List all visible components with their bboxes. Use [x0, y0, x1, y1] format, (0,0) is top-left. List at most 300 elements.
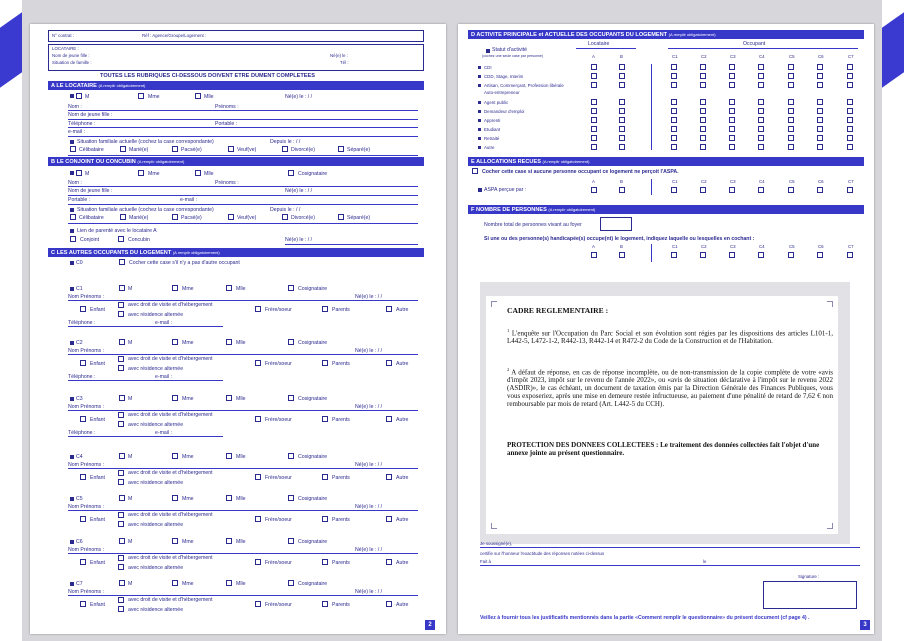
activity-label: CDD, Stage, Interim — [484, 74, 524, 79]
checkbox-activity[interactable] — [671, 144, 677, 150]
bullet-icon — [70, 94, 74, 98]
checkbox-m[interactable] — [119, 339, 125, 345]
underline — [68, 595, 418, 596]
checkbox-activity[interactable] — [729, 135, 735, 141]
checkbox-activity[interactable] — [817, 108, 823, 114]
checkbox-droit-visite[interactable] — [118, 512, 124, 518]
left-page-edge — [0, 0, 22, 641]
section-d-note: (A remplir obligatoirement) — [668, 32, 716, 37]
checkbox-m[interactable] — [119, 285, 125, 291]
checkbox-activity[interactable] — [591, 99, 597, 105]
title-mlle: Mlle — [236, 286, 246, 292]
checkbox-frere-soeur[interactable] — [255, 306, 261, 312]
checkbox-cosignataire[interactable] — [288, 453, 294, 459]
checkbox-mme[interactable] — [172, 538, 178, 544]
title-m: M — [128, 539, 133, 545]
checkbox-enfant[interactable] — [80, 416, 86, 422]
underline — [68, 410, 418, 411]
checkbox-activity[interactable] — [591, 135, 597, 141]
droit-visite-label: avec droit de visite et d'hébergement — [128, 512, 213, 518]
section-e-header — [468, 157, 864, 166]
checkbox-autre[interactable] — [386, 416, 392, 422]
checkbox-aspa[interactable] — [700, 187, 706, 193]
checkbox-activity[interactable] — [817, 135, 823, 141]
checkbox-status[interactable] — [172, 214, 178, 220]
checkbox-conjoint[interactable] — [70, 236, 76, 242]
checkbox-aspa[interactable] — [817, 187, 823, 193]
checkbox-activity[interactable] — [671, 73, 677, 79]
checkbox-droit-visite[interactable] — [118, 555, 124, 561]
parents-label: Parents — [332, 602, 350, 608]
checkbox-activity[interactable] — [788, 73, 794, 79]
checkbox-mme[interactable] — [172, 339, 178, 345]
checkbox-m[interactable] — [119, 580, 125, 586]
occupant-code: C5 — [76, 496, 83, 502]
section-d-header — [468, 30, 864, 39]
telephone: Téléphone : — [68, 374, 96, 380]
checkbox-activity[interactable] — [700, 73, 706, 79]
checkbox-droit-visite[interactable] — [118, 470, 124, 476]
checkbox-activity[interactable] — [729, 73, 735, 79]
checkbox-mlle[interactable] — [226, 395, 232, 401]
checkbox-cosignataire[interactable] — [288, 285, 294, 291]
checkbox-activity[interactable] — [619, 117, 625, 123]
column-header: C4 — [759, 54, 765, 59]
checkbox-autre[interactable] — [386, 601, 392, 607]
column-header: C5 — [789, 179, 795, 184]
checkbox-mlle[interactable] — [226, 285, 232, 291]
bullet-icon — [478, 137, 481, 140]
checkbox-droit-visite[interactable] — [118, 302, 124, 308]
checkbox-handicap[interactable] — [619, 252, 625, 258]
checkbox-aspa[interactable] — [758, 187, 764, 193]
checkbox-activity[interactable] — [729, 108, 735, 114]
checkbox-activity[interactable] — [788, 117, 794, 123]
checkbox-activity[interactable] — [758, 144, 764, 150]
email: e-mail : — [155, 320, 173, 326]
checkbox-activity[interactable] — [847, 108, 853, 114]
birth-date: Né(e) le : / / — [355, 589, 383, 595]
checkbox-enfant[interactable] — [80, 601, 86, 607]
checkbox-frere-soeur[interactable] — [255, 601, 261, 607]
column-header: C5 — [789, 244, 795, 249]
checkbox-residence-alternee[interactable] — [118, 311, 124, 317]
checkbox-aspa[interactable] — [671, 187, 677, 193]
frere-label: Frère/soeur — [265, 361, 292, 367]
checkbox-mme[interactable] — [138, 93, 144, 99]
checkbox-residence-alternee[interactable] — [118, 521, 124, 527]
contract-box — [48, 30, 424, 42]
checkbox-no-aspa[interactable] — [472, 168, 478, 174]
autre-label: Autre — [396, 517, 409, 523]
title-mme: Mme — [182, 454, 194, 460]
status-label: Pacsé(e) — [181, 147, 202, 153]
parents-label: Parents — [332, 475, 350, 481]
checkbox-c0[interactable] — [119, 259, 125, 265]
checkbox-mme[interactable] — [172, 580, 178, 586]
checkbox-activity[interactable] — [729, 82, 735, 88]
bullet-icon — [70, 208, 74, 212]
frere-label: Frère/soeur — [265, 602, 292, 608]
checkbox-activity[interactable] — [671, 135, 677, 141]
checkbox-activity[interactable] — [847, 82, 853, 88]
checkbox-mlle[interactable] — [226, 339, 232, 345]
checkbox-cosignataire[interactable] — [288, 339, 294, 345]
page-number: 2 — [425, 620, 435, 630]
birth-date: Né(e) le : / / — [355, 462, 383, 468]
bullet-icon — [478, 101, 481, 104]
checkbox-activity[interactable] — [700, 99, 706, 105]
checkbox-activity[interactable] — [758, 126, 764, 132]
checkbox-m[interactable] — [119, 495, 125, 501]
checkbox-aspa[interactable] — [619, 187, 625, 193]
checkbox-enfant[interactable] — [80, 559, 86, 565]
activity-label: Auto-entrepreneur — [484, 90, 520, 95]
page-3 — [458, 24, 874, 634]
column-header: A — [592, 54, 595, 59]
checkbox-activity[interactable] — [758, 135, 764, 141]
title-mlle: Mlle — [236, 396, 246, 402]
checkbox-status[interactable] — [70, 214, 76, 220]
checkbox-activity[interactable] — [788, 144, 794, 150]
checkbox-activity[interactable] — [788, 82, 794, 88]
checkbox-autre[interactable] — [386, 559, 392, 565]
column-header: A — [592, 244, 595, 249]
checkbox-status[interactable] — [70, 146, 76, 152]
locataire-box — [48, 44, 424, 71]
checkbox-activity[interactable] — [758, 82, 764, 88]
signature-box[interactable] — [763, 581, 857, 609]
checkbox-activity[interactable] — [758, 64, 764, 70]
bullet-icon — [478, 128, 481, 131]
checkbox-mme[interactable] — [172, 395, 178, 401]
checkbox-activity[interactable] — [700, 64, 706, 70]
title-m: M — [128, 396, 133, 402]
checkbox-parents[interactable] — [322, 601, 328, 607]
checkbox-residence-alternee[interactable] — [118, 606, 124, 612]
checkbox-activity[interactable] — [847, 144, 853, 150]
checkbox-activity[interactable] — [700, 82, 706, 88]
bullet-icon — [70, 540, 74, 544]
checkbox-concubin[interactable] — [118, 236, 124, 242]
checkbox-enfant[interactable] — [80, 360, 86, 366]
checkbox-activity[interactable] — [758, 99, 764, 105]
occupant-code: C4 — [76, 454, 83, 460]
residence-alt-label: avec résidence alternée — [128, 480, 184, 486]
column-header: C3 — [730, 244, 736, 249]
checkbox-residence-alternee[interactable] — [118, 479, 124, 485]
checkbox-activity[interactable] — [591, 82, 597, 88]
checkbox-activity[interactable] — [847, 126, 853, 132]
checkbox-handicap[interactable] — [729, 252, 735, 258]
b-portable: Portable : — [68, 197, 91, 203]
checkbox-activity[interactable] — [729, 64, 735, 70]
checkbox-parents[interactable] — [322, 306, 328, 312]
status-label: Divorcé(e) — [291, 147, 315, 153]
column-header: C2 — [701, 54, 707, 59]
checkbox-mme[interactable] — [138, 170, 144, 176]
checkbox-activity[interactable] — [847, 73, 853, 79]
checkbox-activity[interactable] — [700, 144, 706, 150]
checkbox-activity[interactable] — [591, 108, 597, 114]
checkbox-activity[interactable] — [817, 126, 823, 132]
cosignataire-label: Cosignataire — [298, 396, 328, 402]
checkbox-activity[interactable] — [619, 64, 625, 70]
checkbox-frere-soeur[interactable] — [255, 516, 261, 522]
checkbox-handicap[interactable] — [817, 252, 823, 258]
checkbox-m[interactable] — [119, 453, 125, 459]
checkbox-activity[interactable] — [847, 135, 853, 141]
checkbox-status[interactable] — [282, 146, 288, 152]
checkbox-residence-alternee[interactable] — [118, 421, 124, 427]
checkbox-activity[interactable] — [817, 82, 823, 88]
checkbox-activity[interactable] — [619, 82, 625, 88]
checkbox-autre[interactable] — [386, 360, 392, 366]
checkbox-activity[interactable] — [729, 126, 735, 132]
checkbox-autre[interactable] — [386, 306, 392, 312]
checkbox-activity[interactable] — [700, 126, 706, 132]
column-header: B — [620, 54, 623, 59]
occupant-code: C1 — [76, 286, 83, 292]
bullet-icon — [70, 341, 74, 345]
checkbox-parents[interactable] — [322, 474, 328, 480]
checkbox-frere-soeur[interactable] — [255, 559, 261, 565]
checkbox-cosignataire[interactable] — [288, 170, 294, 176]
checkbox-droit-visite[interactable] — [118, 356, 124, 362]
checkbox-activity[interactable] — [788, 108, 794, 114]
a-telephone: Téléphone : — [68, 121, 96, 127]
column-header: C2 — [701, 244, 707, 249]
b-birth: Né(e) le : / / — [285, 188, 313, 194]
title-m: M — [85, 94, 90, 100]
checkbox-cosignataire[interactable] — [288, 395, 294, 401]
checkbox-activity[interactable] — [619, 108, 625, 114]
checkbox-enfant[interactable] — [80, 474, 86, 480]
residence-alt-label: avec résidence alternée — [128, 422, 184, 428]
checkbox-mme[interactable] — [172, 285, 178, 291]
checkbox-activity[interactable] — [619, 135, 625, 141]
autre-label: Autre — [396, 602, 409, 608]
checkbox-cosignataire[interactable] — [288, 580, 294, 586]
checkbox-activity[interactable] — [591, 126, 597, 132]
residence-alt-label: avec résidence alternée — [128, 312, 184, 318]
checkbox-activity[interactable] — [817, 64, 823, 70]
checkbox-handicap[interactable] — [758, 252, 764, 258]
checkbox-mme[interactable] — [172, 495, 178, 501]
checkbox-activity[interactable] — [847, 99, 853, 105]
checkbox-activity[interactable] — [671, 117, 677, 123]
checkbox-activity[interactable] — [619, 73, 625, 79]
checkbox-activity[interactable] — [788, 64, 794, 70]
section-d-title: D ACTIVITE PRINCIPALE et ACTUELLE DES OCCUPANTS DU LOGEMENT — [471, 32, 668, 38]
column-header: C7 — [848, 54, 854, 59]
checkbox-activity[interactable] — [671, 64, 677, 70]
section-c-title: C LES AUTRES OCCUPANTS DU LOGEMENT — [51, 250, 172, 256]
checkbox-status[interactable] — [338, 146, 344, 152]
right-page-edge — [882, 0, 904, 641]
checkbox-activity[interactable] — [817, 99, 823, 105]
checkbox-mme[interactable] — [172, 453, 178, 459]
checkbox-handicap[interactable] — [847, 252, 853, 258]
checkbox-activity[interactable] — [729, 99, 735, 105]
checkbox-handicap[interactable] — [671, 252, 677, 258]
parents-label: Parents — [332, 361, 350, 367]
checkbox-activity[interactable] — [847, 117, 853, 123]
locataire-line-3: Situation de famille : — [52, 60, 92, 65]
title-mlle: Mlle — [236, 454, 246, 460]
droit-visite-label: avec droit de visite et d'hébergement — [128, 356, 213, 362]
bullet-icon — [478, 146, 481, 149]
checkbox-activity[interactable] — [758, 117, 764, 123]
checkbox-mlle[interactable] — [226, 538, 232, 544]
signature-label: Signature : — [798, 574, 820, 579]
title-m: M — [85, 171, 90, 177]
checkbox-activity[interactable] — [817, 144, 823, 150]
checkbox-frere-soeur[interactable] — [255, 416, 261, 422]
checkbox-parents[interactable] — [322, 559, 328, 565]
b-birth-2: Né(e) le : / / — [285, 237, 313, 243]
checkbox-cosignataire[interactable] — [288, 538, 294, 544]
checkbox-status[interactable] — [228, 214, 234, 220]
checkbox-handicap[interactable] — [591, 252, 597, 258]
bullet-icon — [478, 75, 481, 78]
checkbox-activity[interactable] — [700, 117, 706, 123]
checkbox-residence-alternee[interactable] — [118, 365, 124, 371]
checkbox-activity[interactable] — [758, 73, 764, 79]
checkbox-mlle[interactable] — [226, 453, 232, 459]
enfant-label: Enfant — [90, 602, 105, 608]
checkbox-enfant[interactable] — [80, 306, 86, 312]
checkbox-frere-soeur[interactable] — [255, 474, 261, 480]
activity-label: Etudiant — [484, 127, 501, 132]
checkbox-activity[interactable] — [788, 135, 794, 141]
occupant-code: C6 — [76, 539, 83, 545]
column-header: C7 — [848, 179, 854, 184]
checkbox-mlle[interactable] — [226, 580, 232, 586]
checkbox-activity[interactable] — [729, 117, 735, 123]
checkbox-activity[interactable] — [758, 108, 764, 114]
section-b-title: B LE CONJOINT OU CONCUBIN — [51, 159, 136, 165]
checkbox-activity[interactable] — [671, 99, 677, 105]
cosignataire-label: Cosignataire — [298, 496, 328, 502]
residence-alt-label: avec résidence alternée — [128, 607, 184, 613]
bullet-icon — [478, 188, 482, 192]
checkbox-cosignataire[interactable] — [288, 495, 294, 501]
status-label: Veuf(ve) — [237, 215, 257, 221]
checkbox-activity[interactable] — [619, 126, 625, 132]
checkbox-activity[interactable] — [619, 99, 625, 105]
checkbox-activity[interactable] — [671, 126, 677, 132]
checkbox-activity[interactable] — [847, 64, 853, 70]
underline — [68, 326, 223, 327]
checkbox-parents[interactable] — [322, 360, 328, 366]
email: e-mail : — [155, 430, 173, 436]
checkbox-handicap[interactable] — [788, 252, 794, 258]
b-email: e-mail : — [180, 197, 198, 203]
checkbox-m[interactable] — [76, 170, 82, 176]
title-mme: Mme — [182, 581, 194, 587]
checkbox-activity[interactable] — [788, 99, 794, 105]
a-nom-jeune: Nom de jeune fille : — [68, 112, 113, 118]
column-header: C6 — [818, 54, 824, 59]
checkbox-status[interactable] — [172, 146, 178, 152]
checkbox-autre[interactable] — [386, 474, 392, 480]
checkbox-autre[interactable] — [386, 516, 392, 522]
checkbox-m[interactable] — [119, 395, 125, 401]
checkbox-activity[interactable] — [591, 144, 597, 150]
checkbox-mlle[interactable] — [195, 170, 201, 176]
column-header: C2 — [701, 179, 707, 184]
title-m: M — [128, 454, 133, 460]
status-label: Pacsé(e) — [181, 215, 202, 221]
checkbox-status[interactable] — [228, 146, 234, 152]
checkbox-activity[interactable] — [591, 64, 597, 70]
je-soussigne: Je soussigné(e), — [480, 541, 513, 546]
checkbox-activity[interactable] — [700, 135, 706, 141]
activity-label: Demandeur d'emploi — [484, 109, 525, 114]
checkbox-handicap[interactable] — [700, 252, 706, 258]
droit-visite-label: avec droit de visite et d'hébergement — [128, 302, 213, 308]
checkbox-activity[interactable] — [817, 117, 823, 123]
checkbox-activity[interactable] — [671, 108, 677, 114]
column-header: C6 — [818, 179, 824, 184]
checkbox-activity[interactable] — [671, 82, 677, 88]
cosignataire-label: Cosignataire — [298, 581, 328, 587]
checkbox-mlle[interactable] — [195, 93, 201, 99]
checkbox-frere-soeur[interactable] — [255, 360, 261, 366]
checkbox-activity[interactable] — [591, 117, 597, 123]
checkbox-droit-visite[interactable] — [118, 412, 124, 418]
checkbox-m[interactable] — [119, 538, 125, 544]
nom-prenoms: Nom Prénoms : — [68, 547, 105, 553]
checkbox-status[interactable] — [282, 214, 288, 220]
checkbox-parents[interactable] — [322, 416, 328, 422]
checkbox-aspa[interactable] — [788, 187, 794, 193]
checkbox-mlle[interactable] — [226, 495, 232, 501]
section-f-note: (A remplir obligatoirement) — [548, 207, 596, 212]
column-header: C7 — [848, 244, 854, 249]
checkbox-activity[interactable] — [700, 108, 706, 114]
checkbox-residence-alternee[interactable] — [118, 564, 124, 570]
checkbox-m[interactable] — [76, 93, 82, 99]
checkbox-activity[interactable] — [729, 144, 735, 150]
total-input[interactable] — [600, 217, 632, 231]
b-nom-jeune: Nom de jeune fille : — [68, 188, 113, 194]
checkbox-aspa[interactable] — [847, 187, 853, 193]
checkbox-status[interactable] — [120, 146, 126, 152]
checkbox-activity[interactable] — [817, 73, 823, 79]
checkbox-activity[interactable] — [619, 144, 625, 150]
bullet-icon — [478, 66, 481, 69]
bullet-icon — [478, 84, 481, 87]
parents-label: Parents — [332, 517, 350, 523]
checkbox-droit-visite[interactable] — [118, 597, 124, 603]
b-situation: Situation familiale actuelle (cochez la case correspondante) — [77, 207, 214, 213]
checkbox-aspa[interactable] — [729, 187, 735, 193]
checkbox-parents[interactable] — [322, 516, 328, 522]
title-m: M — [128, 340, 133, 346]
enfant-label: Enfant — [90, 417, 105, 423]
checkbox-status[interactable] — [338, 214, 344, 220]
checkbox-aspa[interactable] — [591, 187, 597, 193]
column-header: C3 — [730, 179, 736, 184]
checkbox-status[interactable] — [120, 214, 126, 220]
telephone: Téléphone : — [68, 430, 96, 436]
checkbox-activity[interactable] — [591, 73, 597, 79]
checkbox-enfant[interactable] — [80, 516, 86, 522]
a-email: e-mail : — [68, 129, 86, 135]
checkbox-activity[interactable] — [788, 126, 794, 132]
